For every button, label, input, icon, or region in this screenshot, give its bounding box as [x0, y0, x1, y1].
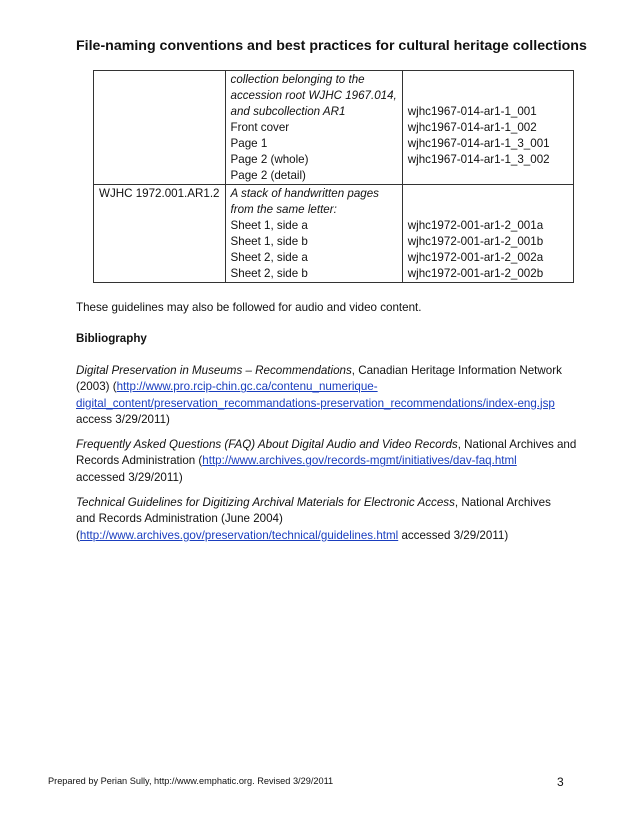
table-cell-filenames: [402, 185, 573, 283]
filename-line: wjhc1967-014-ar1-1_002: [407, 121, 537, 134]
bibliography-heading: Bibliography: [76, 332, 147, 345]
description-line: and subcollection AR1: [230, 105, 346, 118]
bibliography-entry: Technical Guidelines for Digitizing Archival Materials for Electronic Access, National Archives and Records Administration (June 2004) (http://www.archives.gov/preservation/technical/guidelines.html accessed 3/29/2011): [76, 496, 551, 542]
description-line: from the same letter:: [230, 203, 337, 216]
filename-line: wjhc1967-014-ar1-1_3_002: [407, 153, 550, 166]
description-line: Sheet 2, side a: [230, 251, 308, 264]
bibliography-entry: Digital Preservation in Museums – Recommendations, Canadian Heritage Information Network (2003) (http://www.pro.rcip-chin.gc.ca/contenu_numerique- digital_content/preservation_recommandations-preservation_recommendations/index-eng.jsp access 3/29/2011): [76, 363, 562, 429]
bibliography-link[interactable]: http://www.archives.gov/records-mgmt/initiatives/dav-faq.html: [202, 454, 517, 468]
table-cell-accession-id: [94, 71, 226, 185]
description-line: A stack of handwritten pages: [230, 187, 379, 200]
guidelines-note: These guidelines may also be followed for audio and video content.: [76, 301, 422, 314]
description-line: accession root WJHC 1967.014,: [230, 89, 397, 102]
description-line: Sheet 2, side b: [230, 267, 308, 280]
filename-line: [408, 186, 568, 202]
table-cell-accession-id: WJHC 1972.001.AR1.2: [94, 185, 226, 283]
filename-line: [408, 202, 568, 218]
description-line: Page 2 (detail): [230, 169, 306, 182]
page-title: File-naming conventions and best practices for cultural heritage collections: [76, 38, 587, 54]
bibliography-link[interactable]: digital_content/preservation_recommandations-preservation_recommendations/index-eng.jsp: [76, 396, 555, 410]
table-cell-description: [225, 185, 402, 283]
page-number: 3: [557, 775, 564, 789]
filename-line: wjhc1972-001-ar1-2_002a: [407, 251, 544, 264]
table-row: [94, 71, 574, 185]
description-line: collection belonging to the: [230, 73, 365, 86]
footer-text: Prepared by Perian Sully, http://www.emphatic.org. Revised 3/29/2011: [48, 776, 334, 786]
description-line: Sheet 1, side b: [230, 235, 308, 248]
filename-line: [408, 168, 568, 184]
filename-line: wjhc1967-014-ar1-1_001: [407, 105, 537, 118]
access-date: access 3/29/2011): [76, 413, 170, 427]
filename-line: [408, 88, 568, 104]
bibliography-link[interactable]: http://www.pro.rcip-chin.gc.ca/contenu_numerique-: [116, 380, 378, 394]
table-row: [94, 185, 574, 283]
table-cell-filenames: [402, 71, 573, 185]
table-cell-description: [225, 71, 402, 185]
bibliography-link[interactable]: http://www.archives.gov/preservation/technical/guidelines.html: [79, 528, 399, 542]
bibliography-entry: Frequently Asked Questions (FAQ) About Digital Audio and Video Records, National Archives and Records Administration (http://www.archives.gov/records-mgmt/initiatives/dav-faq.html accessed 3/29/2011): [76, 437, 576, 486]
description-line: Front cover: [230, 121, 290, 134]
filename-examples-table: [93, 70, 574, 283]
entry-title: Technical Guidelines for Digitizing Archival Materials for Electronic Access: [76, 496, 455, 509]
description-line: Page 2 (whole): [230, 153, 309, 166]
filename-line: wjhc1972-001-ar1-2_001a: [407, 219, 544, 232]
access-date: accessed 3/29/2011): [76, 470, 183, 484]
entry-title: Digital Preservation in Museums – Recommendations: [76, 364, 352, 377]
entry-title: Frequently Asked Questions (FAQ) About Digital Audio and Video Records: [76, 438, 458, 451]
filename-line: wjhc1967-014-ar1-1_3_001: [407, 137, 550, 150]
description-line: Page 1: [230, 137, 268, 150]
filename-line: wjhc1972-001-ar1-2_001b: [407, 235, 544, 248]
filename-line: [408, 72, 568, 88]
description-line: Sheet 1, side a: [230, 219, 308, 232]
filename-line: wjhc1972-001-ar1-2_002b: [407, 267, 544, 280]
